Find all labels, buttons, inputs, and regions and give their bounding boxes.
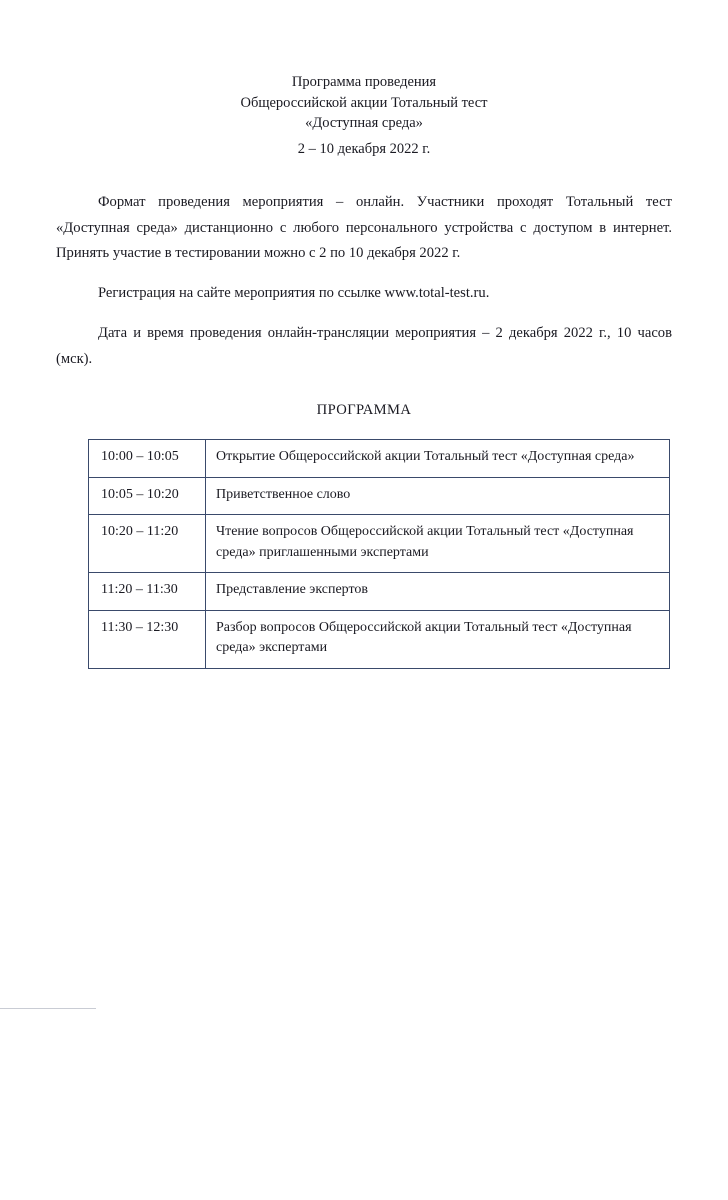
schedule-time: 10:00 – 10:05 [89, 440, 206, 478]
scan-edge-line [0, 1008, 96, 1009]
table-row [89, 573, 670, 611]
schedule-time: 10:20 – 11:20 [89, 515, 206, 573]
paragraph-broadcast: Дата и время проведения онлайн-трансляции мероприятия – 2 декабря 2022 г., 10 часов (мск). [56, 325, 672, 367]
title-line-1: Программа проведения [291, 74, 437, 90]
table-row [89, 440, 670, 478]
title-date: 2 – 10 декабря 2022 г. [297, 140, 431, 157]
program-heading: ПРОГРАММА [316, 402, 412, 419]
schedule-description: Чтение вопросов Общероссийской акции Тотальный тест «Доступная среда» приглашенными экспертами [206, 515, 670, 573]
schedule-time: 11:30 – 12:30 [89, 610, 206, 668]
schedule-description: Разбор вопросов Общероссийской акции Тотальный тест «Доступная среда» экспертами [206, 610, 670, 668]
table-row [89, 610, 670, 668]
schedule-time: 11:20 – 11:30 [89, 573, 206, 611]
paragraph-registration: Регистрация на сайте мероприятия по ссылке www.total-test.ru. [98, 285, 490, 302]
schedule-description: Представление экспертов [206, 573, 670, 611]
title-line-2: Общероссийской акции Тотальный тест [240, 94, 488, 111]
table-row [89, 477, 670, 515]
paragraph-format: Формат проведения мероприятия – онлайн. Участники проходят Тотальный тест «Доступная среда» дистанционно с любого персонального устройства с доступом в интернет. Принять участие в тестировании можно с 2 по 10 декабря 2022 г. [56, 194, 672, 261]
program-schedule-table [88, 439, 670, 669]
document-title [0, 72, 728, 159]
schedule-time: 10:05 – 10:20 [89, 477, 206, 515]
schedule-description: Приветственное слово [206, 477, 670, 515]
schedule-description: Открытие Общероссийской акции Тотальный тест «Доступная среда» [206, 440, 670, 478]
table-row [89, 515, 670, 573]
title-line-3: «Доступная среда» [305, 115, 423, 131]
document-body [56, 190, 672, 372]
